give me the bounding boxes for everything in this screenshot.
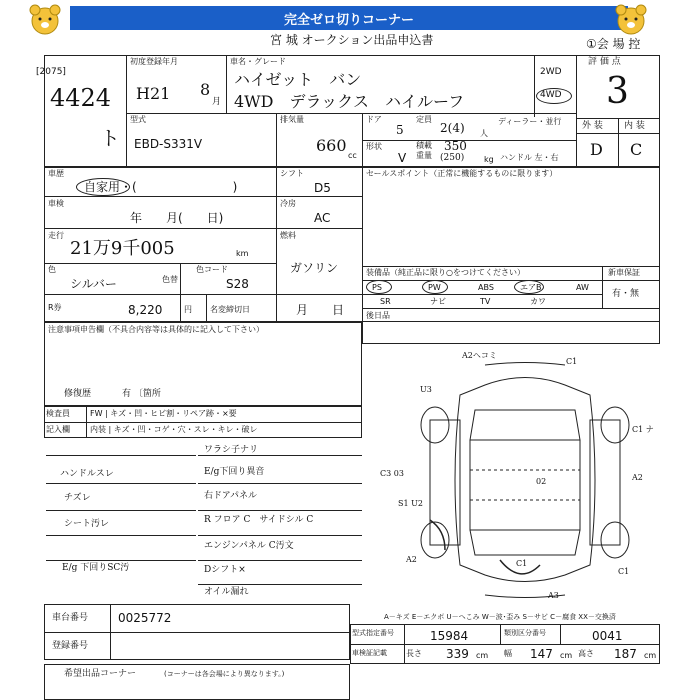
plate-label: 登録番号 xyxy=(52,641,89,651)
equip-leather: カワ xyxy=(530,297,546,306)
note-right-6: Dシフト× xyxy=(204,565,246,575)
length-unit: cm xyxy=(476,651,489,660)
ext-label: 外 装 xyxy=(582,121,603,131)
width-label: 幅 xyxy=(504,649,512,658)
first-reg-label: 初度登録年月 xyxy=(130,57,178,66)
equip-sr: SR xyxy=(380,297,391,306)
car-name: ハイゼット バン xyxy=(234,70,362,89)
corner-note: (コーナーは各会場により異なります。) xyxy=(164,670,285,678)
caution-label: 注意事項申告欄（不具合内容等は具体的に記入して下さい） xyxy=(48,325,264,334)
model-value: EBD-S331V xyxy=(134,137,203,151)
height-unit: cm xyxy=(644,651,657,660)
type-no-value: 15984 xyxy=(430,629,469,643)
capacity-unit: 人 xyxy=(480,129,488,138)
repair-value: 有 〔箇所 xyxy=(122,389,161,399)
mark-a2-dent: A2ヘコミ xyxy=(462,351,497,360)
inspector-row: FW | キズ・凹・ヒビ割・リペア跡・×要 xyxy=(90,409,237,418)
size-label: 車検証記載 xyxy=(352,649,387,657)
score-value: 3 xyxy=(606,71,629,112)
chassis-label: 車台番号 xyxy=(52,613,89,623)
displacement-label: 排気量 xyxy=(280,115,304,124)
lot-code: [2075] xyxy=(36,67,66,77)
doors-label: ドア xyxy=(366,115,382,124)
inspection-label: 車検 xyxy=(48,199,64,208)
note-left-2: チズレ xyxy=(64,493,91,503)
mark-c3: C3 03 xyxy=(380,469,404,478)
ac-value: AC xyxy=(314,211,331,225)
drive-4wd: 4WD xyxy=(540,90,562,100)
corner-label: 希望出品コーナー xyxy=(64,669,137,679)
class-no-label: 類別区分番号 xyxy=(504,629,546,637)
note-left-4: E/g 下回りSC汚 xyxy=(62,563,130,573)
inspector-label: 検査員 xyxy=(46,409,70,418)
mark-a3: A3 xyxy=(548,591,559,600)
mark-a2-rear: A2 xyxy=(406,555,417,564)
equip-aw: AW xyxy=(576,283,589,292)
note-right-2: E/g下回り異音 xyxy=(204,467,265,477)
shift-value: D5 xyxy=(314,181,331,195)
score-label: 評 価 点 xyxy=(588,57,621,67)
color-code-label: 色コード xyxy=(196,265,228,274)
note-left-3: シート汚レ xyxy=(64,519,110,529)
recycle-unit: 円 xyxy=(184,305,192,314)
load-unit: kg xyxy=(484,155,494,164)
load-label: 積載 xyxy=(416,141,432,150)
mileage-value: 21万9千005 xyxy=(70,238,175,259)
name-change-label: 名変締切日 xyxy=(210,305,250,314)
entry-label: 記入欄 xyxy=(46,425,70,434)
height-label: 高さ xyxy=(578,649,594,658)
recycle-label: R券 xyxy=(48,303,62,312)
width-value: 147 xyxy=(530,647,553,661)
damage-legend: A－キズ E－エクボ U－へこみ W－波･歪み S－サビ C－腐食 XX－交換済 xyxy=(384,613,616,621)
length-value: 339 xyxy=(446,647,469,661)
first-reg-month: 8 xyxy=(200,80,211,99)
mileage-unit: km xyxy=(236,249,249,258)
banner-title: 完全ゼロ切りコーナー xyxy=(70,6,628,30)
equip-airbag-circle xyxy=(514,280,544,294)
equip-pw: PW xyxy=(428,283,441,292)
mascot-bear-icon xyxy=(612,3,650,37)
new-car-value: 有・無 xyxy=(612,289,640,299)
shape-value: V xyxy=(398,151,407,165)
length-label: 長さ xyxy=(406,649,422,658)
equip-abs: ABS xyxy=(478,283,494,292)
mark-02: 02 xyxy=(536,477,547,486)
mark-u3-front: U3 xyxy=(420,385,432,394)
history-label: 車歴 xyxy=(48,169,64,178)
capacity-label: 定員 xyxy=(416,115,432,124)
load-value: 350 xyxy=(444,139,467,153)
mark-c1-top: C1 xyxy=(566,357,578,366)
car-grade: 4WD デラックス ハイルーフ xyxy=(234,92,465,111)
note-right-7: オイル漏れ xyxy=(204,587,249,597)
fuel-value: ガソリン xyxy=(290,261,339,275)
class-no-value: 0041 xyxy=(592,629,623,643)
ac-label: 冷房 xyxy=(280,199,296,208)
note-right-1: ワラシ子ナリ xyxy=(204,445,259,455)
auction-title: 宮 城 オークション出品申込書 xyxy=(270,33,434,47)
int-grade: C xyxy=(630,140,643,159)
inspection-value: 年 月( 日) xyxy=(130,211,224,225)
mileage-label: 走行 xyxy=(48,231,64,240)
lot-mark: ト xyxy=(100,126,120,150)
new-car-label: 新車保証 xyxy=(608,268,640,277)
venue-copy: ①会 場 控 xyxy=(586,37,641,51)
mark-s1-u2: S1 U2 xyxy=(398,499,423,508)
history-value: 自家用・( ) xyxy=(84,180,238,194)
recycle-value: 8,220 xyxy=(128,303,163,317)
note-right-5: エンジンパネル C汚文 xyxy=(204,541,294,551)
dealer-label: ディーラー・並行 xyxy=(498,117,562,126)
mark-c1-side: C1 ナ xyxy=(632,425,654,434)
color-value: シルバー xyxy=(70,277,117,291)
capacity-value: 2(4) xyxy=(440,121,465,135)
displacement-value: 660 xyxy=(316,136,347,155)
entry-row: 内装 | キズ・凹・コゲ・穴・スレ・キレ・破レ xyxy=(90,425,258,434)
mascot-bear-icon xyxy=(26,3,64,37)
drive-2wd: 2WD xyxy=(540,67,562,77)
post-frame xyxy=(362,308,660,344)
first-reg-era: H21 xyxy=(136,84,171,103)
caution-frame xyxy=(44,322,362,406)
displacement-unit: cc xyxy=(348,151,357,160)
equip-ps-circle xyxy=(366,280,392,294)
equipment-label: 装備品（純正品に限り○をつけてください） xyxy=(366,268,525,277)
shape-label: 形状 xyxy=(366,142,382,151)
color-code-value: S28 xyxy=(226,277,249,291)
load-sub: (250) xyxy=(440,153,465,163)
equip-ps: PS xyxy=(372,283,382,292)
post-label: 後日品 xyxy=(366,311,390,320)
note-left-1: ハンドルスレ xyxy=(60,469,114,479)
equip-pw-circle xyxy=(422,280,448,294)
handle-label: ハンドル 左・右 xyxy=(500,153,559,162)
width-unit: cm xyxy=(560,651,573,660)
int-label: 内 装 xyxy=(624,121,645,131)
ext-grade: D xyxy=(590,140,603,159)
sales-point-label: セールスポイント（正常に機能するものに限ります） xyxy=(366,169,558,178)
shift-label: シフト xyxy=(280,169,304,178)
color-change-label: 色替 xyxy=(162,275,178,284)
equip-airbag: エアB xyxy=(520,283,542,292)
first-reg-month-unit: 月 xyxy=(212,97,222,107)
color-label: 色 xyxy=(48,265,56,274)
car-name-label: 車名・グレード xyxy=(230,57,286,66)
equip-tv: TV xyxy=(480,297,491,306)
repair-label: 修復歴 xyxy=(64,389,92,399)
mark-a2-side: A2 xyxy=(632,473,643,482)
type-no-label: 型式指定番号 xyxy=(352,629,394,637)
mark-c1-corner: C1 xyxy=(618,567,630,576)
lot-number: 4424 xyxy=(50,84,112,112)
note-right-3: 右ドアパネル xyxy=(204,491,258,501)
chassis-value: 0025772 xyxy=(118,611,172,625)
load-label-weight: 重量 xyxy=(416,151,432,160)
note-right-4: R フロア C サイドシル C xyxy=(204,515,314,525)
equip-navi: ナビ xyxy=(430,297,446,306)
doors-value: 5 xyxy=(396,123,404,137)
height-value: 187 xyxy=(614,647,637,661)
model-label: 型式 xyxy=(130,115,146,124)
fuel-label: 燃料 xyxy=(280,231,296,240)
mark-c1-rear: C1 xyxy=(516,559,528,568)
name-change-value: 月 日 xyxy=(296,303,345,317)
